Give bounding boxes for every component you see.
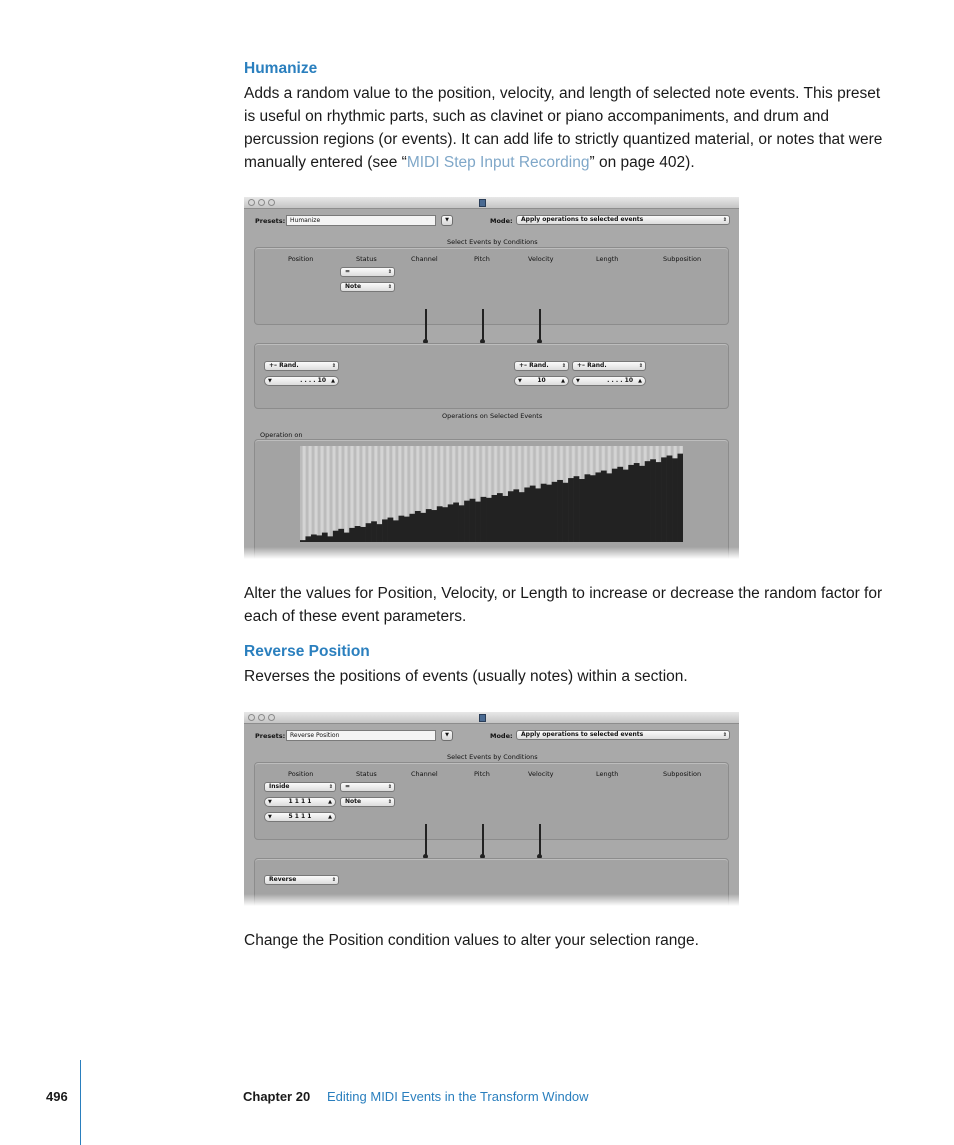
col-channel: Channel	[411, 770, 438, 778]
graph-stripe	[324, 446, 326, 542]
presets-menu-button[interactable]: ▼	[441, 215, 453, 226]
graph-bar	[552, 482, 558, 542]
graph-bar	[492, 495, 498, 542]
graph-stripe	[330, 446, 332, 542]
col-length: Length	[596, 255, 619, 263]
graph-bar	[453, 503, 459, 542]
mode-label: Mode:	[490, 217, 513, 225]
graph-stripe	[327, 446, 329, 542]
graph-bar	[678, 454, 683, 542]
graph-bar	[311, 534, 317, 542]
footer-rule	[80, 1060, 81, 1145]
close-button[interactable]	[248, 199, 255, 206]
graph-stripe	[345, 446, 347, 542]
transform-window-humanize	[244, 197, 739, 559]
close-button[interactable]	[248, 714, 255, 721]
graph-bar	[535, 488, 541, 542]
graph-bar	[355, 526, 361, 542]
graph-stripe	[333, 446, 335, 542]
graph-bar	[442, 507, 448, 542]
updown-arrow-icon: ⇕	[722, 217, 727, 223]
position-operation-popup[interactable]: Reverse ⇕	[264, 875, 339, 885]
presets-field[interactable]: Humanize	[286, 215, 436, 226]
graph-bar	[398, 516, 404, 542]
graph-bar	[508, 491, 514, 542]
graph-bar	[639, 466, 645, 542]
graph-stripe	[315, 446, 317, 542]
stepper-down-icon[interactable]: ▼	[268, 814, 272, 820]
graph-bar	[431, 510, 437, 542]
graph-bar	[497, 493, 503, 542]
graph-stripe	[312, 446, 314, 542]
stepper-up-icon[interactable]: ▲	[328, 814, 332, 820]
updown-arrow-icon: ⇕	[331, 363, 336, 369]
operation-on-label: Operation on	[260, 431, 303, 439]
footer-chapter: Chapter 20	[243, 1089, 311, 1104]
graph-stripe	[300, 446, 302, 542]
col-status: Status	[356, 255, 377, 263]
footer-chapter-title: Editing MIDI Events in the Transform Window	[327, 1089, 589, 1104]
graph-bar	[568, 478, 574, 542]
graph-bar	[327, 536, 333, 542]
minimize-button[interactable]	[258, 714, 265, 721]
graph-bar	[672, 458, 678, 542]
alter-values-text: Alter the values for Position, Velocity, or Length to increase or decrease the random factor for each of these event parameters.	[244, 585, 883, 625]
graph-bar	[404, 517, 410, 542]
graph-bar	[557, 480, 563, 542]
select-events-title: Select Events by Conditions	[447, 753, 538, 761]
graph-bar	[333, 531, 339, 542]
presets-field[interactable]: Reverse Position	[286, 730, 436, 741]
conditions-panel	[254, 247, 729, 325]
graph-bar	[426, 509, 432, 542]
graph-bar	[623, 470, 629, 542]
graph-bar	[650, 459, 656, 542]
graph-stripe	[342, 446, 344, 542]
graph-bar	[579, 479, 585, 542]
graph-bar	[366, 523, 372, 542]
presets-menu-button[interactable]: ▼	[441, 730, 453, 741]
stepper-down-icon[interactable]: ▼	[268, 378, 272, 384]
velocity-operation-popup[interactable]: +– Rand. ⇕	[514, 361, 569, 371]
graph-bar	[300, 540, 306, 542]
graph-bar	[574, 476, 580, 542]
col-pitch: Pitch	[474, 255, 490, 263]
updown-arrow-icon: ⇕	[387, 784, 392, 790]
graph-bar	[656, 462, 662, 542]
graph-bar	[393, 520, 399, 542]
stepper-up-icon[interactable]: ▲	[328, 799, 332, 805]
graph-bar	[667, 456, 673, 542]
stepper-up-icon[interactable]: ▲	[561, 378, 565, 384]
graph-bar	[486, 498, 492, 542]
window-doc-icon	[479, 199, 486, 207]
presets-label: Presets:	[255, 217, 286, 225]
position-value-stepper[interactable]: ▼ . . . . 10 ▲	[264, 376, 339, 386]
graph-bar	[519, 492, 525, 542]
col-status: Status	[356, 770, 377, 778]
updown-arrow-icon: ⇕	[331, 877, 336, 883]
col-length: Length	[596, 770, 619, 778]
graph-stripe	[309, 446, 311, 542]
graph-bar	[612, 469, 618, 542]
graph-bar	[502, 496, 508, 542]
graph-bar	[606, 473, 612, 542]
graph-bar	[388, 518, 394, 542]
operations-title: Operations on Selected Events	[442, 412, 543, 420]
updown-arrow-icon: ⇕	[561, 363, 566, 369]
graph-bar	[541, 484, 547, 542]
col-subposition: Subposition	[663, 770, 702, 778]
graph-bar	[464, 501, 470, 542]
graph-bar	[530, 486, 536, 542]
graph-stripe	[321, 446, 323, 542]
graph-bar	[409, 514, 415, 542]
graph-bar	[601, 471, 607, 542]
stepper-up-icon[interactable]: ▲	[638, 378, 642, 384]
updown-arrow-icon: ⇕	[638, 363, 643, 369]
zoom-button[interactable]	[268, 199, 275, 206]
graph-bar	[316, 535, 322, 542]
graph-bar	[590, 475, 596, 542]
zoom-button[interactable]	[268, 714, 275, 721]
graph-bar	[420, 513, 426, 542]
screenshot-fade	[244, 547, 739, 559]
window-titlebar	[244, 712, 739, 724]
graph-stripe	[303, 446, 305, 542]
graph-bar	[595, 472, 601, 542]
graph-bar	[524, 487, 530, 542]
graph-bar	[349, 528, 355, 542]
graph-bar	[371, 521, 377, 542]
updown-arrow-icon: ⇕	[722, 732, 727, 738]
window-titlebar	[244, 197, 739, 209]
graph-stripe	[339, 446, 341, 542]
graph-bar	[628, 465, 634, 542]
screenshot-fade	[244, 894, 739, 906]
humanize-description: Adds a random value to the position, velocity, and length of selected note events. This preset is useful on rhythmic parts, such as clavinet or piano accompaniments, and drum and percussion regions (or events). It can add life to strictly quantized material, or notes that were manually entered (see “MIDI Step Input Recording” on page 402).	[244, 85, 883, 171]
page-number: 496	[46, 1089, 68, 1104]
transform-window-reverse	[244, 712, 739, 906]
graph-bar	[634, 463, 640, 542]
graph-stripe	[348, 446, 350, 542]
stepper-up-icon[interactable]: ▲	[331, 378, 335, 384]
heading-humanize: Humanize	[244, 60, 318, 77]
graph-bar	[382, 519, 388, 542]
status-operator-popup[interactable]: = ⇕	[340, 782, 395, 792]
status-operator-popup[interactable]: = ⇕	[340, 267, 395, 277]
minimize-button[interactable]	[258, 199, 265, 206]
graph-bar	[448, 504, 454, 542]
graph-bar	[470, 499, 476, 542]
length-value-stepper[interactable]: ▼ . . . . 10 ▲	[572, 376, 646, 386]
graph-stripe	[306, 446, 308, 542]
updown-arrow-icon: ⇕	[387, 269, 392, 275]
graph-bar	[377, 524, 383, 542]
stepper-down-icon[interactable]: ▼	[268, 799, 272, 805]
graph-bars	[300, 446, 683, 542]
graph-bar	[546, 485, 552, 542]
status-value-popup[interactable]: Note ⇕	[340, 282, 395, 292]
graph-bar	[459, 505, 465, 542]
graph-stripe	[351, 446, 353, 542]
updown-arrow-icon: ⇕	[387, 799, 392, 805]
col-velocity: Velocity	[528, 770, 554, 778]
col-velocity: Velocity	[528, 255, 554, 263]
presets-label: Presets:	[255, 732, 286, 740]
graph-bar	[661, 457, 667, 542]
link-midi-step-input[interactable]: MIDI Step Input Recording	[406, 154, 590, 171]
stepper-down-icon[interactable]: ▼	[518, 378, 522, 384]
change-position-text: Change the Position condition values to alter your selection range.	[244, 932, 699, 949]
graph-bar	[645, 461, 651, 542]
position-operator-popup[interactable]: Inside ⇕	[264, 782, 336, 792]
graph-bar	[415, 511, 421, 542]
select-events-title: Select Events by Conditions	[447, 238, 538, 246]
graph-bar	[338, 529, 344, 542]
status-value-popup[interactable]: Note ⇕	[340, 797, 395, 807]
graph-bar	[360, 527, 366, 542]
col-pitch: Pitch	[474, 770, 490, 778]
graph-bar	[563, 483, 569, 542]
mode-popup[interactable]: Apply operations to selected events ⇕	[516, 215, 730, 225]
mode-label: Mode:	[490, 732, 513, 740]
random-velocity-graph[interactable]	[300, 446, 683, 542]
col-subposition: Subposition	[663, 255, 702, 263]
col-channel: Channel	[411, 255, 438, 263]
col-position: Position	[288, 770, 314, 778]
stepper-down-icon[interactable]: ▼	[576, 378, 580, 384]
length-operation-popup[interactable]: +– Rand. ⇕	[572, 361, 646, 371]
heading-reverse-position: Reverse Position	[244, 643, 370, 660]
graph-bar	[617, 467, 623, 542]
mode-popup[interactable]: Apply operations to selected events ⇕	[516, 730, 730, 740]
updown-arrow-icon: ⇕	[387, 284, 392, 290]
graph-bar	[305, 536, 311, 542]
position-min-stepper[interactable]: ▼ 1 1 1 1 ▲	[264, 797, 336, 807]
position-max-stepper[interactable]: ▼ 5 1 1 1 ▲	[264, 812, 336, 822]
window-doc-icon	[479, 714, 486, 722]
col-position: Position	[288, 255, 314, 263]
graph-bar	[513, 489, 519, 542]
reverse-position-description: Reverses the positions of events (usually notes) within a section.	[244, 668, 688, 685]
graph-bar	[475, 502, 481, 542]
updown-arrow-icon: ⇕	[328, 784, 333, 790]
graph-bar	[585, 474, 591, 542]
position-operation-popup[interactable]: +– Rand. ⇕	[264, 361, 339, 371]
graph-stripe	[336, 446, 338, 542]
graph-bar	[437, 506, 443, 542]
graph-stripe	[318, 446, 320, 542]
graph-bar	[344, 533, 350, 542]
graph-bar	[481, 497, 487, 542]
graph-bar	[322, 533, 328, 542]
velocity-value-stepper[interactable]: ▼ 10 ▲	[514, 376, 569, 386]
